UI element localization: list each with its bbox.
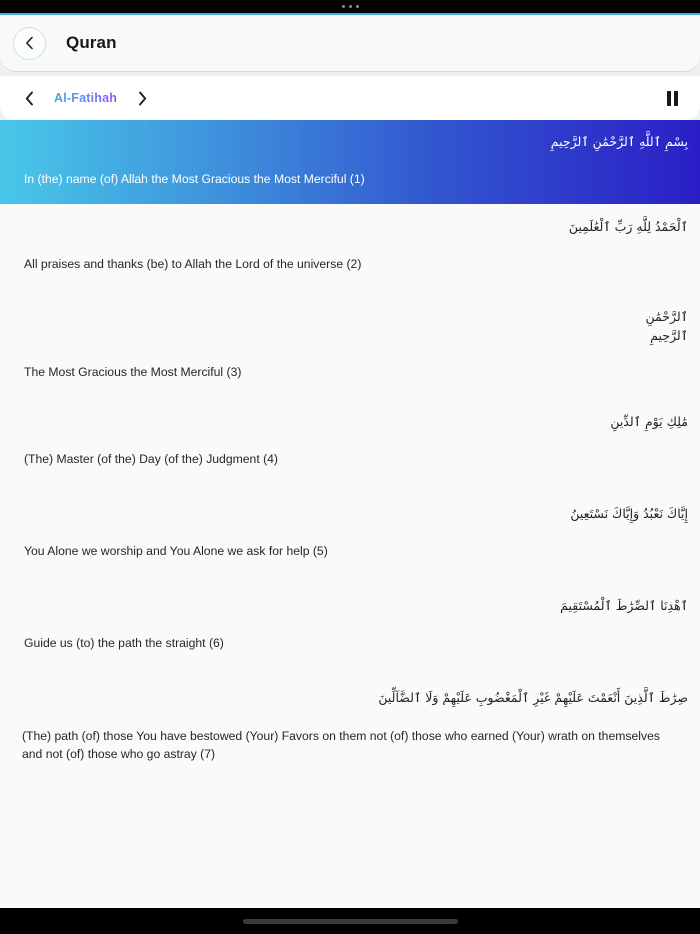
verse-translation-1: In (the) name (of) Allah the Most Gracious the Most Merciful (1)	[24, 171, 365, 186]
previous-surah-button[interactable]	[18, 87, 40, 109]
chevron-right-icon	[138, 91, 147, 106]
pause-button[interactable]	[663, 87, 683, 110]
verse-row-6[interactable]	[0, 583, 700, 675]
verse-row-5[interactable]	[0, 491, 700, 583]
pause-icon-bar-left	[667, 91, 671, 106]
next-surah-button[interactable]	[131, 87, 153, 109]
verse-translation-6: Guide us (to) the path the straight (6)	[24, 635, 224, 650]
verse-translation-3: The Most Gracious the Most Merciful (3)	[24, 364, 242, 379]
verse-arabic-2: ٱلْحَمْدُ لِلَّهِ رَبِّ ٱلْعَٰلَمِينَ	[568, 219, 688, 234]
verse-arabic-5: إِيَّاكَ نَعْبُدُ وَإِيَّاكَ نَسْتَعِينُ	[570, 506, 688, 521]
page-title: Quran	[66, 33, 117, 52]
verse-translation-4: (The) Master (of the) Day (of the) Judgment (4)	[24, 451, 278, 466]
verse-list[interactable]	[0, 120, 700, 908]
home-bar	[0, 908, 700, 934]
home-indicator[interactable]	[243, 919, 458, 924]
content-filler	[0, 785, 700, 908]
verse-arabic-4: مَٰلِكِ يَوْمِ ٱلدِّينِ	[610, 414, 688, 429]
status-bar	[0, 0, 700, 13]
verse-row-2[interactable]	[0, 204, 700, 294]
verse-arabic-7: صِرَٰطَ ٱلَّذِينَ أَنْعَمْتَ عَلَيْهِمْ غَيْرِ ٱلْمَغْضُوبِ عَلَيْهِمْ وَلَا ٱلضَّآلِّينَ	[378, 690, 688, 705]
verse-arabic-6: ٱهْدِنَا ٱلصِّرَٰطَ ٱلْمُسْتَقِيمَ	[560, 598, 688, 613]
pause-icon-bar-right	[674, 91, 678, 106]
verse-arabic-1: بِسْمِ ٱللَّهِ ٱلرَّحْمَٰنِ ٱلرَّحِيمِ	[550, 134, 688, 149]
verse-translation-2: All praises and thanks (be) to Allah the Lord of the universe (2)	[24, 256, 362, 271]
verse-translation-5: You Alone we worship and You Alone we ask for help (5)	[24, 543, 328, 558]
surah-navigation-bar	[0, 76, 700, 120]
chevron-left-icon	[25, 91, 34, 106]
verse-row-3[interactable]	[0, 294, 700, 399]
surah-name-label[interactable]: Al-Fatihah	[54, 91, 118, 105]
verse-row-1[interactable]	[0, 120, 700, 204]
chevron-left-icon	[25, 36, 34, 50]
back-button[interactable]	[13, 27, 46, 60]
verse-row-7[interactable]	[0, 675, 700, 785]
three-dots-menu-icon[interactable]	[342, 5, 359, 8]
verse-arabic-3: ٱلرَّحْمَٰنِ ٱلرَّحِيمِ	[645, 309, 688, 344]
verse-translation-7: (The) path (of) those You have bestowed (Your) Favors on them not (of) those who earned (Your) wrath on themselves and not (of) those who go astray (7)	[22, 728, 660, 761]
app-header	[0, 15, 700, 72]
verse-row-4[interactable]	[0, 399, 700, 491]
